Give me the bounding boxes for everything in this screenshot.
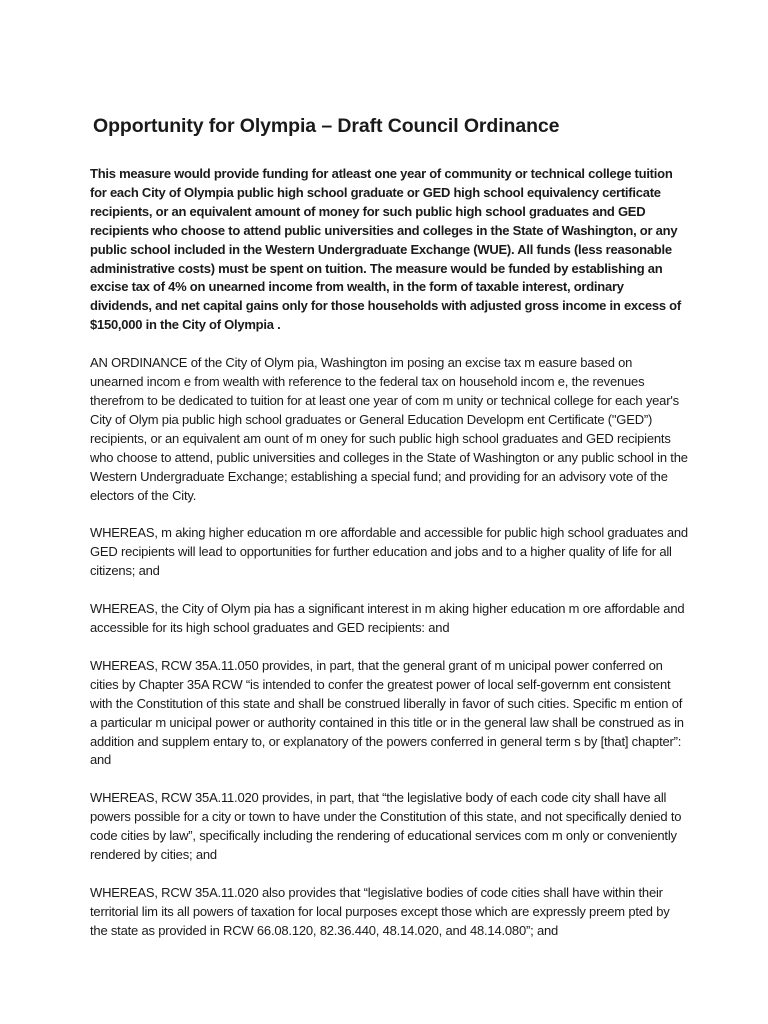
whereas-paragraph-5: WHEREAS, RCW 35A.11.020 also provides that “legislative bodies of code cities shall have within their territorial lim its all powers of taxation for local purposes except those which are expressly preem pted by the state as provided in RCW 66.08.120, 82.36.440, 48.14.020, and 48.14.080”; and bbox=[90, 885, 670, 938]
measure-summary-paragraph: This measure would provide funding for atleast one year of community or technical college tuition for each City of Olympia public high school graduate or GED high school equivalency certificate recipients, or an equivalent amount of money for such public high school graduates and GED recipients who choose to attend public universities and colleges in the State of Washington, or any public school included in the Western Undergraduate Exchange (WUE). All funds (less reasonable administrative costs) must be spent on tuition. The measure would be funded by establishing an excise tax of 4% on unearned income from wealth, in the form of taxable interest, ordinary dividends, and net capital gains only for those households with adjusted gross income in excess of $150,000 in the City of Olympia . bbox=[90, 166, 681, 333]
whereas-paragraph-3: WHEREAS, RCW 35A.11.050 provides, in part, that the general grant of m unicipal power conferred on cities by Chapter 35A RCW “is intended to confer the greatest power of local self-governm ent consistent with the Constitution of this state and shall be construed liberally in favor of such cities. Specific m ention of a particular m unicipal power or authority contained in this title or in the general law shall be construed as in addition and supplem entary to, or explanatory of the powers conferred in general term s by [that] chapter”: and bbox=[90, 657, 684, 768]
ordinance-paragraph: AN ORDINANCE of the City of Olym pia, Washington im posing an excise tax m easure based on unearned incom e from wealth with reference to the federal tax on household incom e, the revenues therefrom to be dedicated to tuition for at least one year of com m unity or technical college for each year's City of Olym pia public high school graduates or General Education Developm ent Certificate ("GED”) recipients, or an equivalent am ount of m oney for such public high school graduates and GED recipients who choose to attend, public universities and colleges in the State of Washington or any public school in the Western Undergraduate Exchange; establishing a special fund; and providing for an advisory vote of the electors of the City. bbox=[90, 355, 688, 503]
whereas-paragraph-2: WHEREAS, the City of Olym pia has a significant interest in m aking higher education m ore affordable and accessible for its high school graduates and GED recipients: and bbox=[90, 601, 685, 636]
whereas-paragraph-1: WHEREAS, m aking higher education m ore affordable and accessible for public high school graduates and GED recipients will lead to opportunities for further education and jobs and to a higher quality of life for all citizens; and bbox=[90, 525, 688, 579]
document-page bbox=[90, 112, 688, 960]
document-title: Opportunity for Olympia – Draft Council Ordinance bbox=[93, 115, 560, 137]
whereas-paragraph-4: WHEREAS, RCW 35A.11.020 provides, in part, that “the legislative body of each code city shall have all powers possible for a city or town to have under the Constitution of this state, and not specifically denied to code cities by law”, specifically including the rendering of educational services com m only or conveniently rendered by cities; and bbox=[90, 790, 682, 863]
